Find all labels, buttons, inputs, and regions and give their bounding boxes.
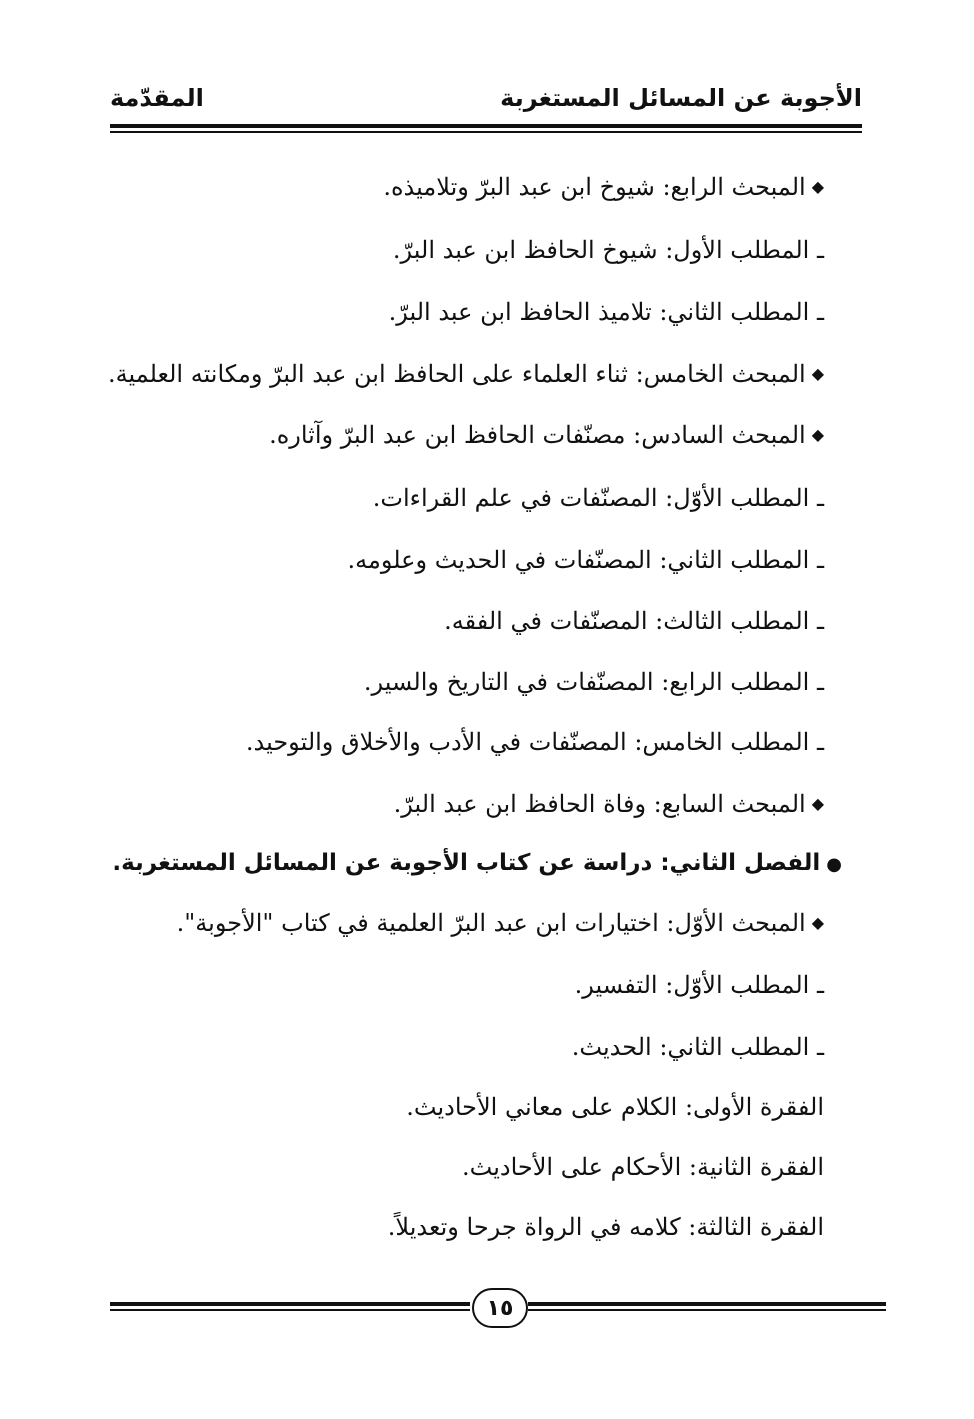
toc-entry-text: الفصل الثاني: دراسة عن كتاب الأجوبة عن المسائل المستغربة.	[112, 850, 821, 876]
toc-entry-text: ـ المطلب الثاني: تلاميذ الحافظ ابن عبد البرّ.	[388, 298, 824, 326]
toc-entry	[388, 1212, 824, 1242]
toc-entry	[177, 908, 824, 941]
toc-entry-text: ـ المطلب الأوّل: التفسير.	[574, 971, 824, 999]
toc-entry-text: المبحث الخامس: ثناء العلماء على الحافظ ابن عبد البرّ ومكانته العلمية.	[107, 360, 806, 388]
toc-entry	[462, 1152, 824, 1182]
toc-entry	[383, 172, 824, 205]
toc-entry-text: ـ المطلب الثالث: المصنّفات في الفقه.	[444, 607, 824, 635]
toc-entry	[373, 483, 824, 513]
toc-entry	[406, 1092, 824, 1122]
toc-entry-text: الفقرة الثالثة: كلامه في الرواة جرحا وتعديلاً.	[387, 1213, 824, 1241]
toc-entry-text: الفقرة الثانية: الأحكام على الأحاديث.	[462, 1153, 824, 1181]
toc-chapter-entry	[112, 848, 842, 880]
diamond-bullet-icon: ◆	[811, 794, 824, 813]
toc-entry-text: ـ المطلب الأول: شيوخ الحافظ ابن عبد البرّ.	[392, 236, 824, 264]
diamond-bullet-icon: ◆	[811, 364, 824, 383]
toc-entry-text: المبحث الرابع: شيوخ ابن عبد البرّ وتلاميذه.	[383, 173, 806, 201]
toc-entry-text: ـ المطلب الثاني: المصنّفات في الحديث وعلومه.	[347, 546, 824, 574]
toc-entry-text: المبحث السابع: وفاة الحافظ ابن عبد البرّ.	[393, 790, 806, 818]
toc-entry	[108, 359, 824, 392]
diamond-bullet-icon: ◆	[811, 177, 824, 196]
toc-entry	[389, 297, 824, 327]
toc-entry	[444, 606, 824, 636]
toc-entry-text: المبحث الأوّل: اختيارات ابن عبد البرّ العلمية في كتاب "الأجوبة".	[176, 909, 806, 937]
toc-entry-text: الفقرة الأولى: الكلام على معاني الأحاديث.	[406, 1093, 824, 1121]
toc-entry	[347, 545, 824, 575]
toc-entry	[393, 235, 824, 265]
footer-rule-left	[110, 1302, 470, 1312]
toc-entry-text: ـ المطلب الرابع: المصنّفات في التاريخ والسير.	[363, 668, 824, 696]
book-title: الأجوبة عن المسائل المستغربة	[500, 84, 862, 112]
header-rule	[110, 124, 862, 134]
toc-entry-text: المبحث السادس: مصنّفات الحافظ ابن عبد البرّ وآثاره.	[269, 421, 806, 449]
toc-entry	[575, 970, 824, 1000]
toc-entry-text: ـ المطلب الخامس: المصنّفات في الأدب والأخلاق والتوحيد.	[245, 728, 824, 756]
toc-entry-text: ـ المطلب الثاني: الحديث.	[571, 1033, 824, 1061]
toc-entry-text: ـ المطلب الأوّل: المصنّفات في علم القراءات.	[372, 484, 824, 512]
circle-bullet-icon: ●	[826, 854, 842, 875]
diamond-bullet-icon: ◆	[811, 913, 824, 932]
toc-entry	[572, 1032, 824, 1062]
running-header	[110, 80, 862, 120]
page-number: ١٥	[472, 1288, 528, 1328]
toc-entry	[246, 727, 824, 757]
section-title: المقدّمة	[110, 84, 204, 112]
toc-entry	[364, 667, 824, 697]
toc-entry	[394, 789, 824, 822]
page-footer	[110, 1288, 886, 1328]
toc-entry	[269, 420, 824, 453]
footer-rule-right	[528, 1302, 886, 1312]
diamond-bullet-icon: ◆	[811, 425, 824, 444]
